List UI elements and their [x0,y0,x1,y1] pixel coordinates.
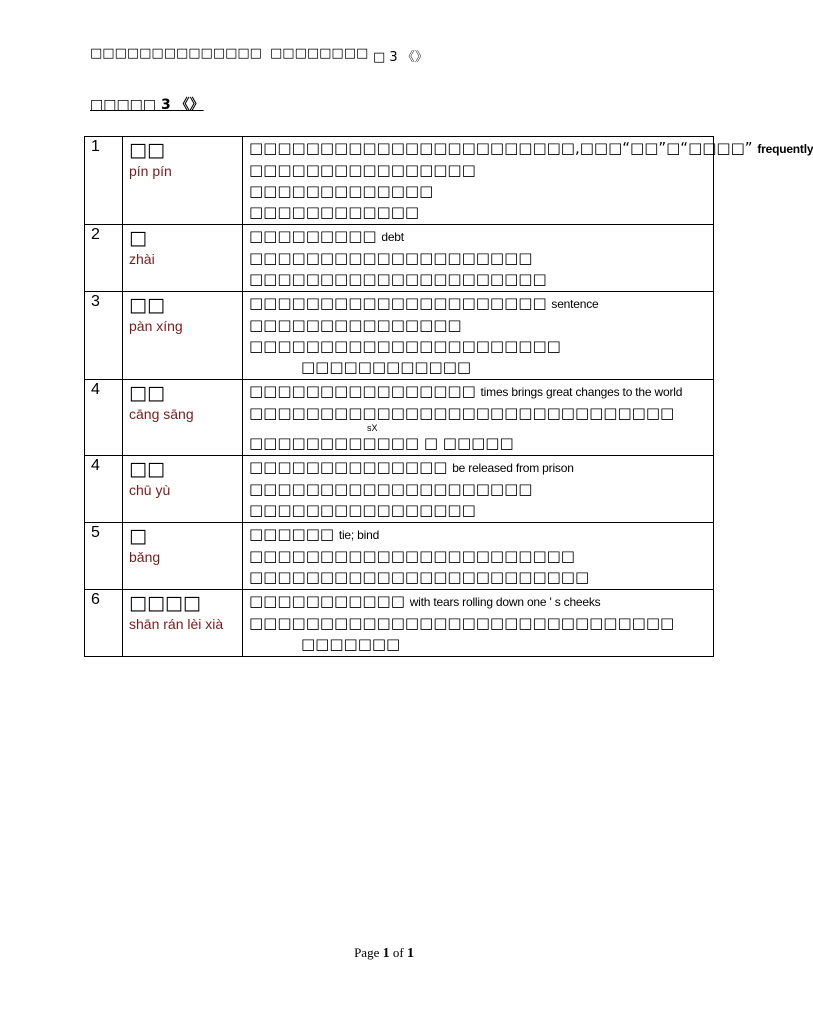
entry-number: 3 [85,292,123,380]
definition-chinese-text: □□□□□□□□□□□□□□□□□□□□□□□ [249,547,575,565]
entry-pinyin: zhài [129,251,155,267]
definition-line [249,479,709,500]
vocab-row [85,590,714,657]
definition-chinese-text: □□□□□□□□□□□□□□□□□□□□ [249,480,533,498]
definition-chinese-text: □□□□□□□□□□□□□□□□ [249,161,476,179]
definition-line [249,500,709,521]
definition-line [249,634,709,655]
entry-word-cell [123,137,243,225]
definition-line [249,433,709,454]
definition-chinese-text: □□□□□□□□□□□□□□□ [249,316,462,334]
definition-chinese-text: □□□□□□□□□□□□□□□□□□□□□ [249,270,547,288]
definition-line [249,613,709,634]
definition-chinese-text: □□□□□□□□□□□□□□□□□□□□□□□□ [249,568,590,586]
entry-hanzi: □□ [129,139,165,161]
definition-english-text: frequently [757,142,813,156]
page-word: Page [354,945,380,960]
definition-line [249,181,709,202]
entry-hanzi: □□□□ [129,592,201,614]
vocab-row [85,456,714,523]
definition-chinese-text: □□□□□□□ [301,635,401,653]
definition-chinese-text: □□□□□□□□□□□ [249,592,405,610]
entry-number: 1 [85,137,123,225]
entry-hanzi: □ [129,525,147,547]
header-middle-text: □□□□□□□□ [270,46,369,61]
entry-hanzi: □ [129,227,147,249]
definition-line [249,315,709,336]
entry-hanzi: □□ [129,294,165,316]
vocab-row [85,292,714,380]
definition-chinese-text: □□□□□□□□□□□□□□ [249,458,448,476]
definition-chinese-text: □□□□□□□□□□□□ [249,203,420,221]
definition-line [249,248,709,269]
entry-hanzi: □□ [129,458,165,480]
entry-definition-cell [243,590,714,657]
entry-pinyin: chū yù [129,482,171,498]
vocab-row [85,523,714,590]
definition-chinese-text: □□□□□□□□□□□□□□□□ [249,501,476,519]
definition-line [249,138,813,160]
definition-chinese-text: □□□□□□□□□□□□□□□□□□□□□□□,□□□“□□”□“□□□□” [249,139,753,157]
entry-pinyin: bǎng [129,549,161,565]
entry-word-cell [123,590,243,657]
page-number: 1 [382,946,390,961]
vocab-row [85,225,714,292]
definition-chinese-text: □□□□□□□□□□□□□□□□□□□□□□□□□□□□□□ [249,404,675,422]
entry-definition-cell [243,456,714,523]
definition-chinese-text: □□□□□□□□□□□□□□□□ [249,382,476,400]
entry-pinyin: cāng sāng [129,406,194,422]
entry-number: 4 [85,456,123,523]
document-title: □□□□□ 3 《》 [90,97,204,113]
entry-definition-cell [243,225,714,292]
definition-line [249,381,709,403]
definition-line [249,591,709,613]
of-word: of [392,945,404,960]
definition-line [249,336,709,357]
header-right-text: □ 3 《》 [373,50,428,65]
entry-hanzi: □□ [129,382,165,404]
vocabulary-table [84,136,813,657]
definition-line [249,546,709,567]
definition-english-text: tie; bind [338,528,380,542]
entry-pinyin: pín pín [129,163,172,179]
entry-word-cell [123,380,243,456]
entry-pinyin: shān rán lèi xià [129,616,224,632]
definition-english-text: times brings great changes to the world [480,385,683,399]
vocabulary-table-body [85,137,813,657]
definition-chinese-text: □□□□□□ [249,525,335,543]
entry-definition-cell [243,523,714,590]
superscript-note: sX [367,423,378,433]
definition-chinese-text: □□□□□□□□□□□□□□□□□□□□□□ [249,337,561,355]
definition-english-text: with tears rolling down one ' s cheeks [409,595,601,609]
definition-english-text: be released from prison [452,461,574,475]
definition-line [249,524,709,546]
definition-english-text: debt [381,230,404,244]
entry-word-cell [123,523,243,590]
definition-chinese-text: □□□□□□□□□ [249,227,377,245]
definition-chinese-text: □□□□□□□□□□□□□□□□□□□□□□□□□□□□□□ [249,614,675,632]
definition-line [249,293,709,315]
entry-definition-cell [243,380,714,456]
entry-number: 4 [85,380,123,456]
entry-number: 6 [85,590,123,657]
definition-line [249,202,709,223]
definition-chinese-text: □□□□□□□□□□□□ [301,358,472,376]
definition-chinese-text: □□□□□□□□□□□□□ [249,182,434,200]
entry-pinyin: pàn xíng [129,318,183,334]
definition-chinese-text: □□□□□□□□□□□□ □ □□□□□ [249,434,514,452]
entry-word-cell [123,292,243,380]
entry-number: 5 [85,523,123,590]
vocab-row [85,137,714,225]
definition-chinese-text: □□□□□□□□□□□□□□□□□□□□□ [249,294,547,312]
header-left-text: □□□□□□□□□□□□□□ [90,46,262,61]
definition-line [249,567,709,588]
definition-line [249,403,709,424]
definition-chinese-text: □□□□□□□□□□□□□□□□□□□□ [249,249,533,267]
definition-line [249,269,709,290]
entry-definition-cell [243,137,813,225]
entry-number: 2 [85,225,123,292]
definition-line [249,457,709,479]
page-total: 1 [406,946,414,961]
definition-line [249,226,709,248]
entry-definition-cell [243,292,714,380]
page-footer [0,945,768,962]
entry-word-cell [123,225,243,292]
definition-english-text: sentence [551,297,599,311]
definition-line [249,160,709,181]
entry-word-cell [123,456,243,523]
vocab-row [85,380,714,456]
definition-line [249,357,709,378]
